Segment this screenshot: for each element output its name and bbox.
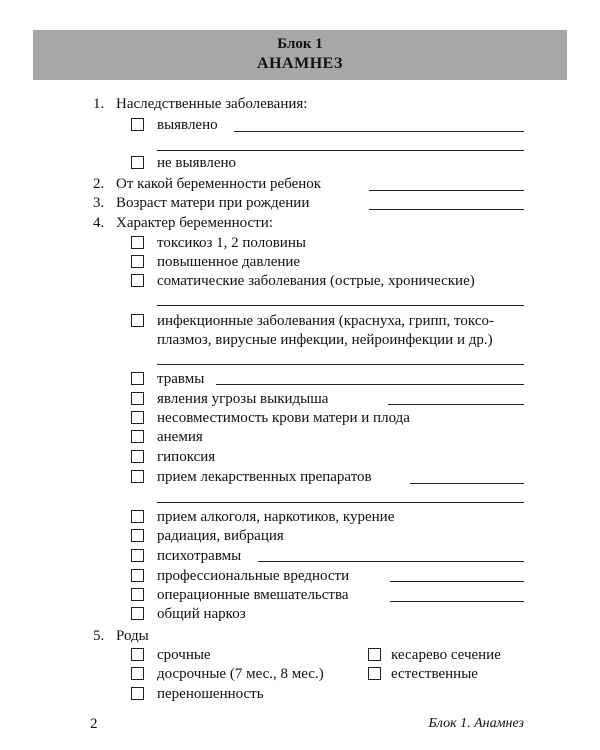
q4-somatic-line[interactable] (157, 305, 524, 306)
q3-line[interactable] (369, 209, 524, 210)
q2-line[interactable] (369, 190, 524, 191)
q4-item-label: травмы (157, 371, 205, 387)
q4-item-label: психотравмы (157, 548, 242, 564)
q1-label: Наследственные заболевания: (116, 96, 308, 112)
q4-psychotrauma-line[interactable] (258, 561, 524, 562)
q1-yes-label: выявлено (157, 117, 218, 133)
q4-trauma-line[interactable] (216, 384, 524, 385)
block-label: Блок 1 (277, 36, 323, 52)
q4-medication-line[interactable] (410, 483, 524, 484)
q4-toxicosis-checkbox[interactable] (131, 236, 144, 249)
q4-item-label: токсикоз 1, 2 половины (157, 235, 306, 251)
q4-infection-line[interactable] (157, 364, 524, 365)
q4-item-label: инфекционные заболевания (краснуха, грипп, токсо- (157, 313, 494, 329)
q4-medication-checkbox[interactable] (131, 470, 144, 483)
q4-surgery-checkbox[interactable] (131, 588, 144, 601)
q4-infection-checkbox[interactable] (131, 314, 144, 327)
q1-yes-line[interactable] (234, 131, 524, 132)
q4-item-label: несовместимость крови матери и плода (157, 410, 410, 426)
q5-preterm-checkbox[interactable] (131, 667, 144, 680)
q5-number: 5. (93, 628, 105, 644)
q4-item-label: операционные вмешательства (157, 587, 349, 603)
q4-occupational-checkbox[interactable] (131, 569, 144, 582)
q1-no-checkbox[interactable] (131, 156, 144, 169)
q4-trauma-checkbox[interactable] (131, 372, 144, 385)
q4-item-label: радиация, вибрация (157, 528, 284, 544)
q4-incompatibility-checkbox[interactable] (131, 411, 144, 424)
section-title: АНАМНЕЗ (257, 55, 343, 72)
q4-item-label: анемия (157, 429, 203, 445)
q4-radiation-checkbox[interactable] (131, 529, 144, 542)
running-footer: Блок 1. Анамнез (428, 716, 524, 731)
q1-yes-checkbox[interactable] (131, 118, 144, 131)
q4-anemia-checkbox[interactable] (131, 430, 144, 443)
q5-natural-checkbox[interactable] (368, 667, 381, 680)
q5-option-label: кесарево сечение (391, 647, 501, 663)
q4-occupational-line[interactable] (390, 581, 524, 582)
q4-item-label: прием алкоголя, наркотиков, курение (157, 509, 395, 525)
q4-item-label: явления угрозы выкидыша (157, 391, 329, 407)
q4-item-label: общий наркоз (157, 606, 246, 622)
q1-no-label: не выявлено (157, 155, 237, 171)
q4-anesthesia-checkbox[interactable] (131, 607, 144, 620)
q4-psychotrauma-checkbox[interactable] (131, 549, 144, 562)
q5-label: Роды (116, 628, 149, 644)
q4-surgery-line[interactable] (390, 601, 524, 602)
q4-item-label: плазмоз, вирусные инфекции, нейроинфекции и др.) (157, 332, 493, 348)
q4-item-label: гипоксия (157, 449, 216, 465)
q2-label: От какой беременности ребенок (116, 176, 322, 192)
q5-postterm-checkbox[interactable] (131, 687, 144, 700)
q4-alcohol-checkbox[interactable] (131, 510, 144, 523)
q2-number: 2. (93, 176, 105, 192)
q5-cesarean-checkbox[interactable] (368, 648, 381, 661)
page-number: 2 (90, 716, 98, 732)
q5-term-checkbox[interactable] (131, 648, 144, 661)
q1-number: 1. (93, 96, 105, 112)
q4-number: 4. (93, 215, 105, 231)
q4-item-label: повышенное давление (157, 254, 301, 270)
section-header (33, 30, 567, 80)
q4-hypoxia-checkbox[interactable] (131, 450, 144, 463)
q4-label: Характер беременности: (116, 215, 273, 231)
q4-item-label: профессиональные вредности (157, 568, 350, 584)
q5-option-label: естественные (391, 666, 478, 682)
q4-item-label: прием лекарственных препаратов (157, 469, 372, 485)
q3-label: Возраст матери при рождении (116, 195, 310, 211)
q1-yes-line-2[interactable] (157, 150, 524, 151)
q4-pressure-checkbox[interactable] (131, 255, 144, 268)
q5-option-label: срочные (157, 647, 211, 663)
q4-miscarriage-line[interactable] (388, 404, 524, 405)
q4-somatic-checkbox[interactable] (131, 274, 144, 287)
q3-number: 3. (93, 195, 105, 211)
q4-miscarriage-checkbox[interactable] (131, 392, 144, 405)
q4-medication-line-2[interactable] (157, 502, 524, 503)
q5-option-label: переношенность (157, 686, 264, 702)
q5-option-label: досрочные (7 мес., 8 мес.) (157, 666, 324, 682)
q4-item-label: соматические заболевания (острые, хронические) (157, 273, 475, 289)
